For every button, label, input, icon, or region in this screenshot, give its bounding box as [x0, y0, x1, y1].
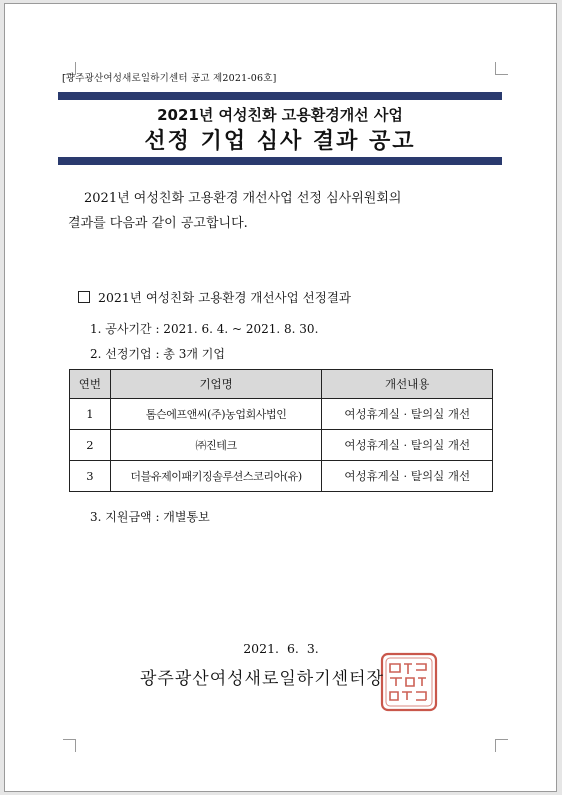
section-heading-text: 2021년 여성친화 고용환경 개선사업 선정결과	[98, 290, 351, 305]
table-header-row	[70, 370, 493, 399]
cell-improvement: 여성휴게실 · 탈의실 개선	[322, 430, 493, 461]
title-top-bar	[58, 92, 502, 100]
cell-company: 더블유제이패키징솔루션스코리아(유)	[110, 461, 322, 492]
cell-number: 3	[70, 461, 111, 492]
intro-line-2: 결과를 다음과 같이 공고합니다.	[68, 216, 248, 231]
header-company: 기업명	[110, 370, 322, 399]
margin-corner-bottom-right	[495, 739, 508, 752]
cell-company: 톰슨에프앤씨(주)농업회사법인	[110, 399, 322, 430]
margin-corner-top-right	[495, 62, 508, 75]
notice-number: [광주광산여성새로일하기센터 공고 제2021-06호]	[62, 73, 277, 84]
cell-number: 1	[70, 399, 111, 430]
cell-improvement: 여성휴게실 · 탈의실 개선	[322, 399, 493, 430]
cell-number: 2	[70, 430, 111, 461]
official-seal-icon	[380, 652, 438, 712]
square-bullet-icon	[78, 291, 90, 303]
table-row	[70, 461, 493, 492]
section-heading	[78, 288, 351, 306]
issuer-name: 광주광산여성새로일하기센터장	[140, 669, 384, 689]
table-row	[70, 399, 493, 430]
item-period: 1. 공사기간 : 2021. 6. 4. ~ 2021. 8. 30.	[90, 322, 319, 336]
header-improvement: 개선내용	[322, 370, 493, 399]
header-number: 연번	[70, 370, 111, 399]
margin-corner-bottom-left	[63, 739, 76, 752]
item-support-amount: 3. 지원금액 : 개별통보	[90, 510, 210, 524]
title-line-1: 2021년 여성친화 고용환경개선 사업	[157, 106, 403, 124]
intro-paragraph	[68, 186, 488, 236]
selection-result-table	[69, 369, 493, 492]
cell-improvement: 여성휴게실 · 탈의실 개선	[322, 461, 493, 492]
title-line-2: 선정 기업 심사 결과 공고	[144, 129, 416, 154]
cell-company: ㈜진테크	[110, 430, 322, 461]
table-row	[70, 430, 493, 461]
intro-line-1: 2021년 여성친화 고용환경 개선사업 선정 심사위원회의	[84, 191, 402, 206]
title-bottom-bar	[58, 157, 502, 165]
notice-date: 2021. 6. 3.	[243, 641, 319, 656]
item-selected-companies: 2. 선정기업 : 총 3개 기업	[90, 347, 225, 361]
